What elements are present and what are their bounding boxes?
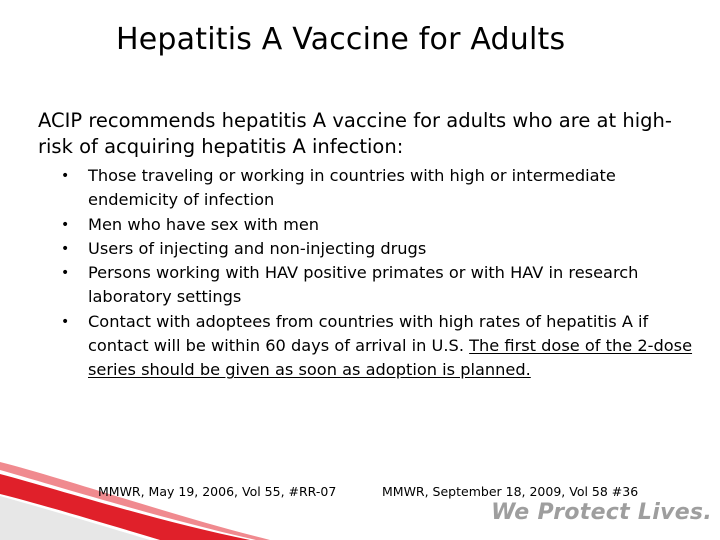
slide-title: Hepatitis A Vaccine for Adults [116,22,566,57]
reference-citation: MMWR, May 19, 2006, Vol 55, #RR-07 [98,484,337,499]
list-item [60,213,710,237]
list-item [60,164,710,213]
tagline-logo-text: We Protect Lives. [491,500,712,525]
recommendation-list [60,164,710,383]
bullet-icon: • [61,313,70,330]
list-item-text: Men who have sex with men [88,214,320,234]
bullet-icon: • [61,216,70,233]
list-item-text: Contact with adoptees from countries with high rates of hepatitis A if contact will be within 60 days of arrival in U.S. [88,311,649,356]
bullet-icon: • [61,240,70,257]
reference-citation: MMWR, September 18, 2009, Vol 58 #36 [382,484,639,499]
intro-paragraph: ACIP recommends hepatitis A vaccine for adults who are at high-risk of acquiring hepatitis A infection: [38,109,672,158]
list-item-text: Users of injecting and non-injecting drugs [88,238,427,258]
bullet-icon: • [61,265,70,282]
list-item-text: Persons working with HAV positive primates or with HAV in research laboratory settings [88,263,639,307]
list-item [60,310,710,383]
adoption-note-underlined: The first dose of the 2-dose series should be given as soon as adoption is planned. [88,336,693,380]
bullet-icon: • [61,168,70,184]
list-item-text: Those traveling or working in countries with high or intermediate endemicity of infection [88,166,616,210]
list-item [60,237,710,261]
list-item [60,261,710,310]
